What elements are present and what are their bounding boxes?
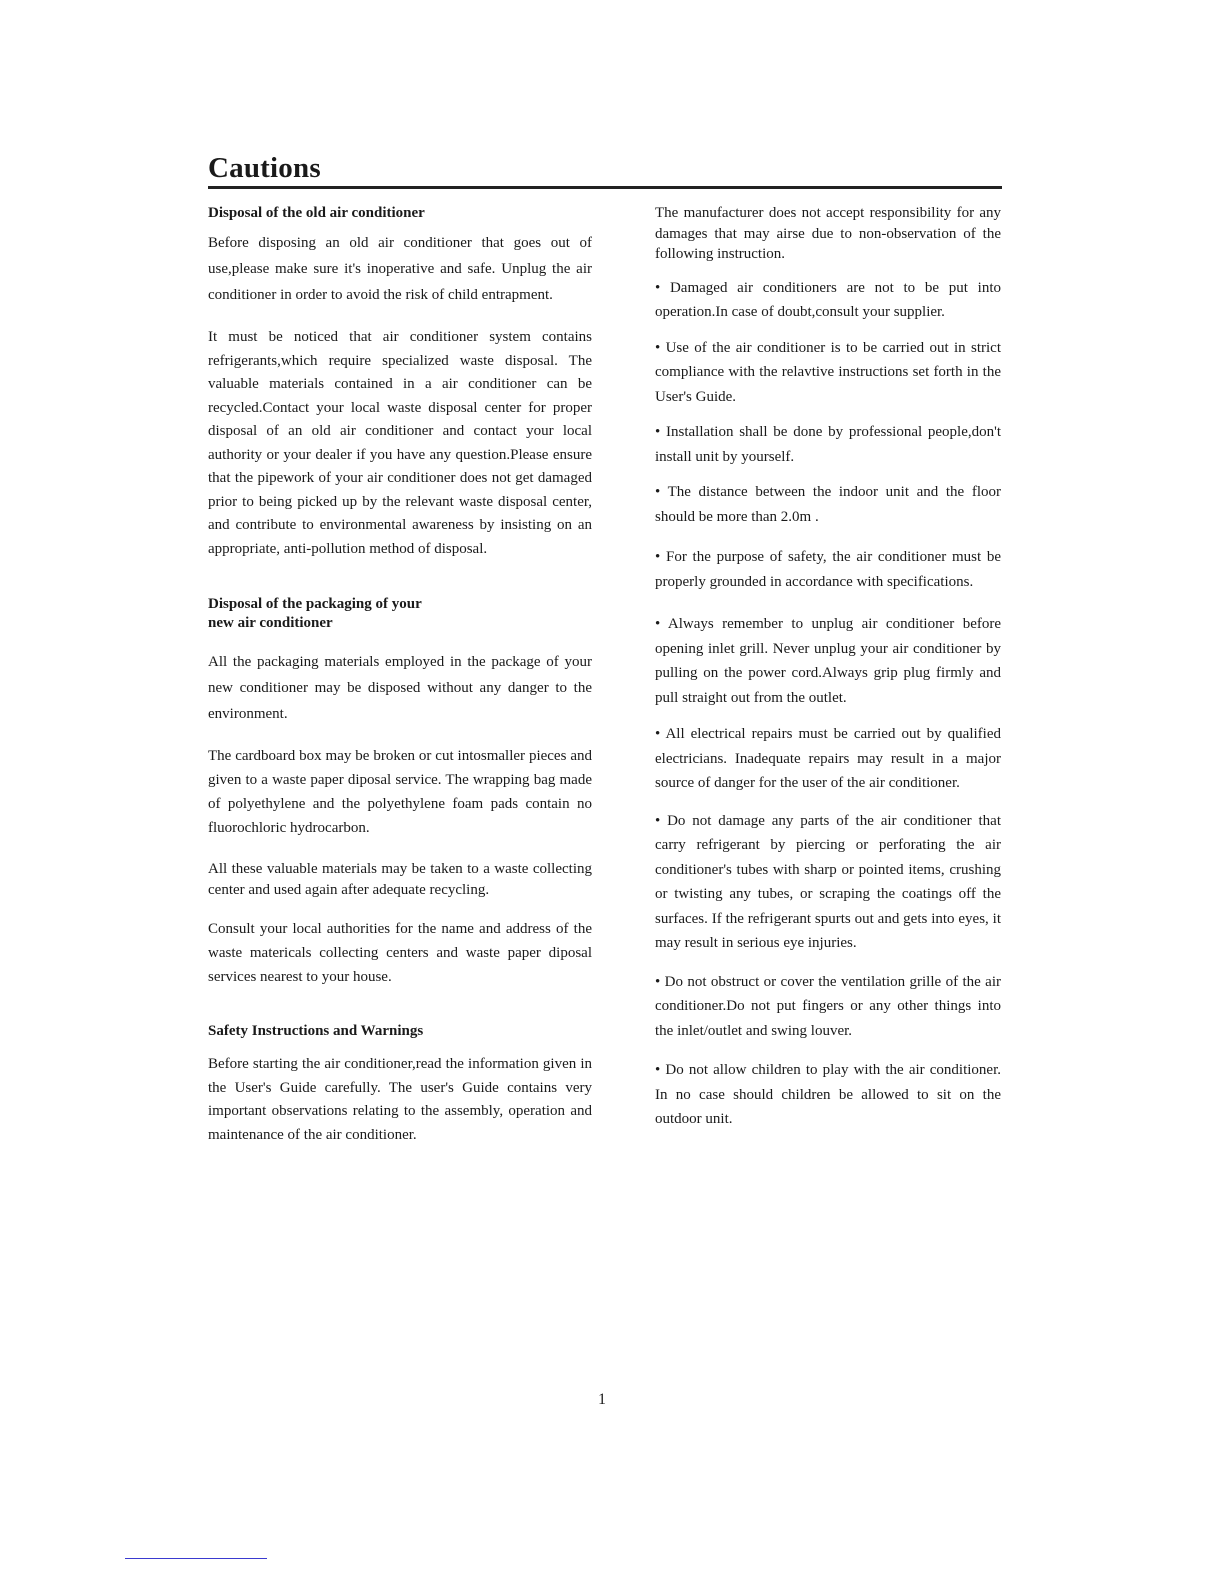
paragraph-old-ac-intro: Before disposing an old air conditioner that goes out of use,please make sure it's inoperative and safe. Unplug the air conditioner in order to avoid the risk of child entrapment. bbox=[208, 235, 592, 303]
bullet-grounding: • For the purpose of safety, the air conditioner must be properly grounded in accordance with specifications. bbox=[655, 549, 1001, 590]
bullet-professional-installation: • Installation shall be done by professional people,don't install unit by yourself. bbox=[655, 424, 1001, 465]
bullet-children: • Do not allow children to play with the air conditioner. In no case should children be allowed to sit on the outdoor unit. bbox=[655, 1062, 1001, 1127]
bullet-unplug-before-opening: • Always remember to unplug air conditioner before opening inlet grill. Never unplug your air conditioner by pulling on the power cord.Always grip plug firmly and pull straight out from the outlet. bbox=[655, 616, 1001, 706]
paragraph-refrigerants: It must be noticed that air conditioner system contains refrigerants,which require specialized waste disposal. The valuable materials contained in a air conditioner can be recycled.Contact your local waste disposal center for proper disposal of an old air conditioner and contact your local authority or your dealer if you have any question.Please ensure that the pipework of your air conditioner does not get damaged prior to being picked up by the relevant waste disposal center, and contribute to environmental awareness by insisting on an appropriate, anti-pollution method of disposal. bbox=[208, 329, 592, 557]
bullet-indoor-unit-height: • The distance between the indoor unit and the floor should be more than 2.0m . bbox=[655, 484, 1001, 525]
right-column bbox=[655, 203, 1001, 1132]
paragraph-before-starting: Before starting the air conditioner,read the information given in the User's Guide carefully. The user's Guide contains very important observations relating to the assembly, operation and maintenance of the air conditioner. bbox=[208, 1056, 592, 1143]
paragraph-cardboard-box: The cardboard box may be broken or cut intosmaller pieces and given to a waste paper diposal service. The wrapping bag made of polyethylene and the polyethylene foam pads contain no fluorochloric hydrocarbon. bbox=[208, 748, 592, 836]
bullet-electrical-repairs: • All electrical repairs must be carried out by qualified electricians. Inadequate repairs may result in a major source of danger for the user of the air conditioner. bbox=[655, 726, 1001, 791]
section-heading-packaging-line2: new air conditioner bbox=[208, 615, 333, 631]
section-heading-safety: Safety Instructions and Warnings bbox=[208, 1023, 424, 1039]
left-column bbox=[208, 204, 592, 1147]
bullet-damaged-units: • Damaged air conditioners are not to be put into operation.In case of doubt,consult your supplier. bbox=[655, 279, 1001, 320]
paragraph-manufacturer-responsibility: The manufacturer does not accept responsibility for any damages that may airse due to non-observation of the following instruction. bbox=[655, 205, 1001, 262]
section-heading-old-ac: Disposal of the old air conditioner bbox=[208, 205, 425, 221]
title-rule bbox=[208, 186, 1002, 189]
paragraph-valuable-materials: All these valuable materials may be taken to a waste collecting center and used again after adequate recycling. bbox=[208, 861, 592, 898]
section-heading-packaging bbox=[208, 595, 592, 633]
bullet-strict-compliance: • Use of the air conditioner is to be carried out in strict compliance with the relavtive instructions set forth in the User's Guide. bbox=[655, 339, 1001, 405]
paragraph-consult-authorities: Consult your local authorities for the name and address of the waste matericals collecting centers and waste paper diposal services nearest to your house. bbox=[208, 921, 592, 985]
footer-rule bbox=[125, 1558, 267, 1559]
bullet-refrigerant-parts: • Do not damage any parts of the air conditioner that carry refrigerant by piercing or perforating the air conditioner's tubes with sharp or pointed items, crushing or twisting any tubes, or scraping the coatings off the surfaces. If the refrigerant spurts out and gets into eyes, it may result in serious eye injuries. bbox=[655, 812, 1001, 951]
page-title: Cautions bbox=[208, 152, 321, 184]
page-number: 1 bbox=[598, 1391, 606, 1408]
paragraph-packaging-materials: All the packaging materials employed in the package of your new conditioner may be disposed without any danger to the environment. bbox=[208, 654, 592, 722]
section-heading-packaging-line1: Disposal of the packaging of your bbox=[208, 596, 422, 612]
bullet-ventilation-grille: • Do not obstruct or cover the ventilation grille of the air conditioner.Do not put fingers or any other things into the inlet/outlet and swing louver. bbox=[655, 973, 1001, 1039]
